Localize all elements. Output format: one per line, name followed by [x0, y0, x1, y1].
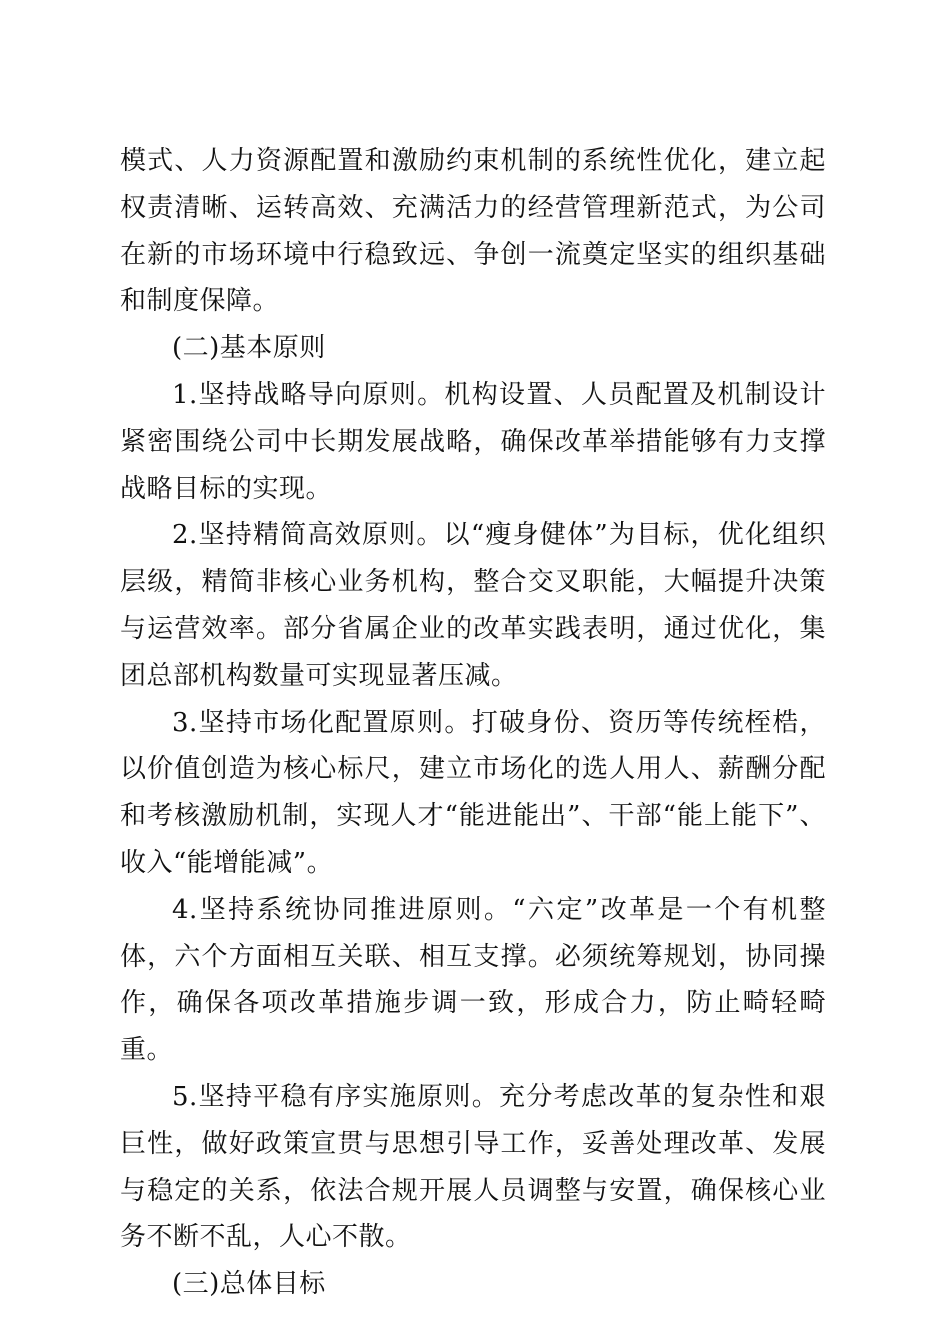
principle-paragraph-3: 3.坚持市场化配置原则。打破身份、资历等传统桎梏，以价值创造为核心标尺，建立市场化的选人用人、薪酬分配和考核激励机制，实现人才“能进能出”、干部“能上能下”、收入“能增能减”。 — [120, 707, 826, 878]
document-body — [120, 138, 826, 1308]
principle-paragraph-4: 4.坚持系统协同推进原则。“六定”改革是一个有机整体，六个方面相互关联、相互支撑。必须统筹规划，协同操作，确保各项改革措施步调一致，形成合力，防止畸轻畸重。 — [120, 894, 826, 1066]
principle-paragraph-2: 2.坚持精简高效原则。以“瘦身健体”为目标，优化组织层级，精简非核心业务机构，整合交叉职能，大幅提升决策与运营效率。部分省属企业的改革实践表明，通过优化，集团总部机构数量可实现显著压减。 — [120, 520, 826, 691]
intro-paragraph: 模式、人力资源配置和激励约束机制的系统性优化，建立起权责清晰、运转高效、充满活力的经营管理新范式，为公司在新的市场环境中行稳致远、争创一流奠定坚实的组织基础和制度保障。 — [120, 146, 826, 317]
section-heading-overall-goal: (三)总体目标 — [172, 1269, 326, 1300]
section-heading-basic-principles: (二)基本原则 — [172, 333, 326, 364]
principle-paragraph-1: 1.坚持战略导向原则。机构设置、人员配置及机制设计紧密围绕公司中长期发展战略，确保改革举措能够有力支撑战略目标的实现。 — [120, 379, 826, 504]
principle-paragraph-5: 5.坚持平稳有序实施原则。充分考虑改革的复杂性和艰巨性，做好政策宣贯与思想引导工作，妥善处理改革、发展与稳定的关系，依法合规开展人员调整与安置，确保核心业务不断不乱，人心不散。 — [120, 1081, 826, 1253]
